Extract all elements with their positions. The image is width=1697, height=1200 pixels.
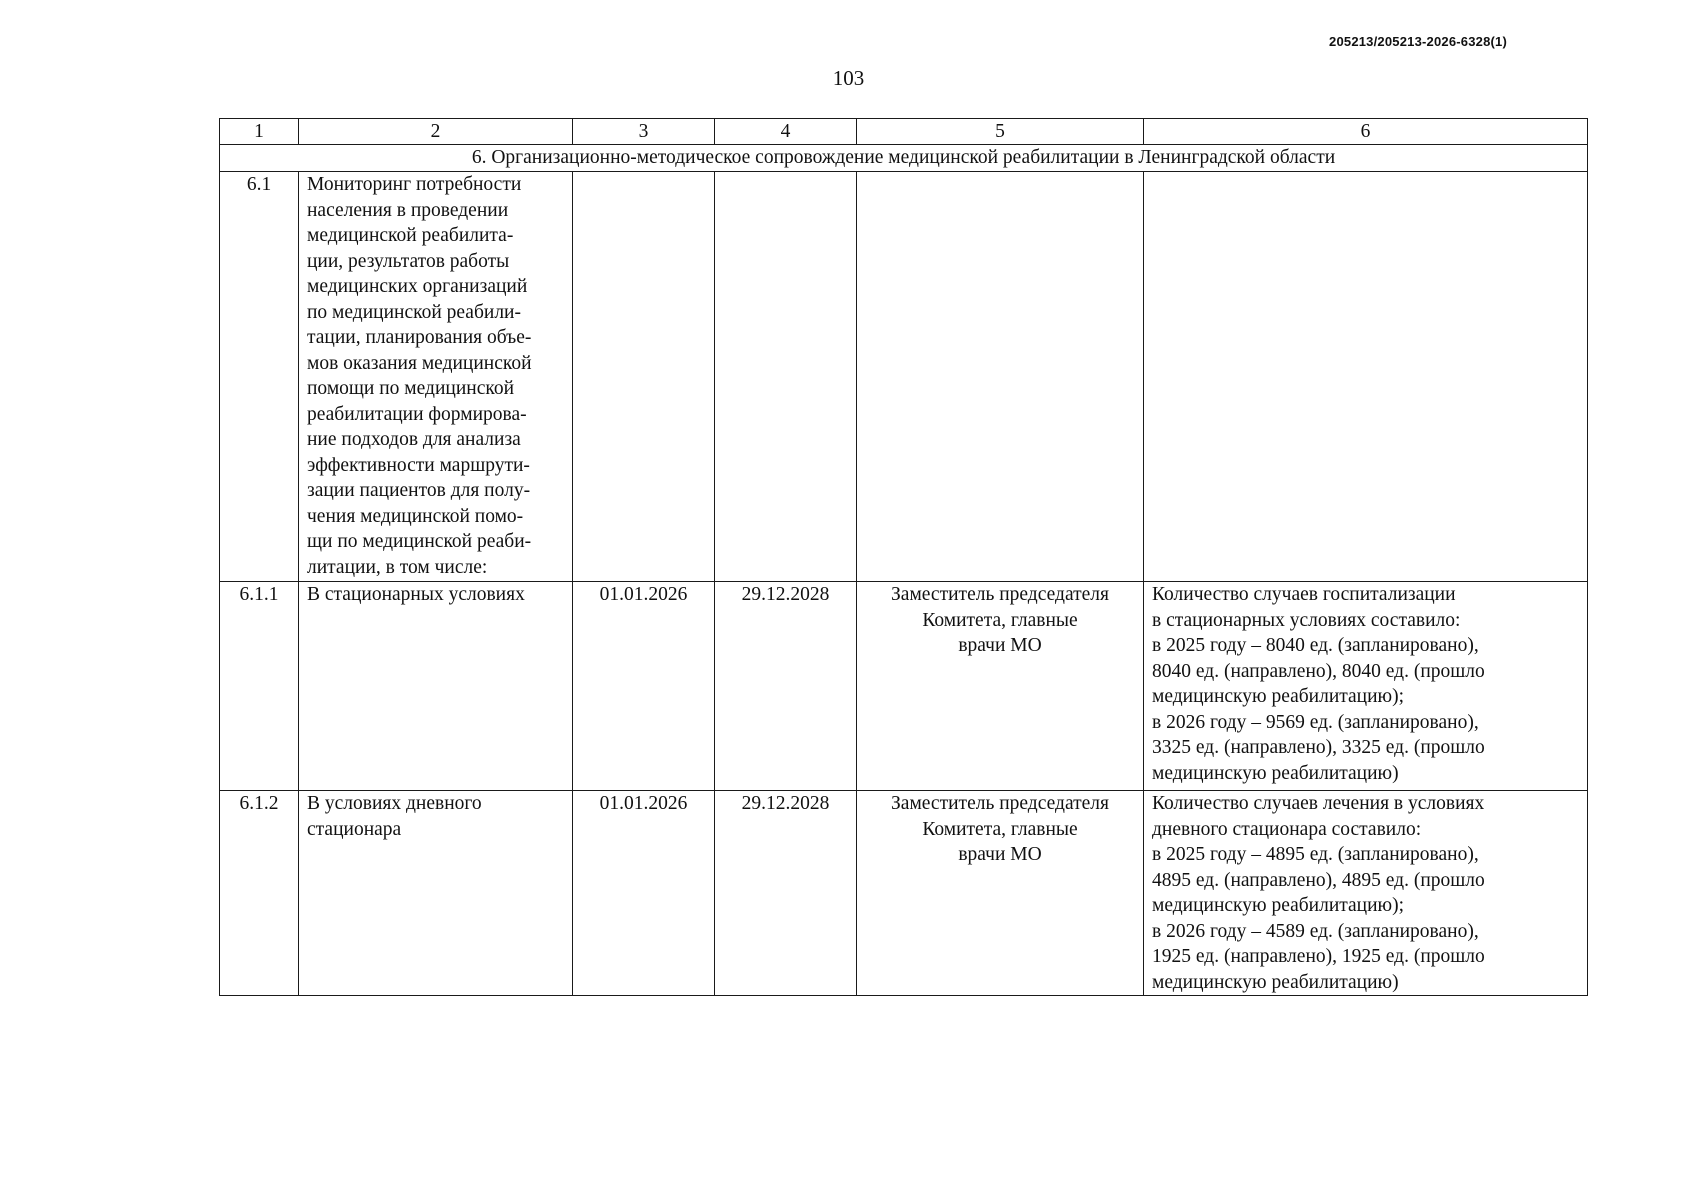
text-line: в стационарных условиях составило: bbox=[1152, 609, 1461, 631]
text-line: медицинскую реабилитацию) bbox=[1152, 971, 1399, 993]
text-line: в 2026 году – 9569 ед. (запланировано), bbox=[1152, 711, 1479, 733]
text-line: 1925 ед. (направлено), 1925 ед. (прошло bbox=[1152, 946, 1485, 967]
row-number: 6.1.1 bbox=[220, 582, 299, 791]
start-date-cell bbox=[573, 172, 715, 582]
start-date: 01.01.2026 bbox=[573, 582, 715, 791]
result bbox=[1144, 791, 1588, 996]
text-line: ние подходов для анализа bbox=[307, 429, 521, 450]
end-date: 29.12.2028 bbox=[715, 791, 857, 996]
column-header: 4 bbox=[715, 119, 857, 145]
text-line: медицинскую реабилитацию); bbox=[1152, 895, 1405, 916]
text-line: ции, результатов работы bbox=[307, 250, 510, 272]
row-number: 6.1.2 bbox=[220, 791, 299, 996]
activity-name bbox=[299, 791, 573, 996]
text-line: Заместитель председателя bbox=[891, 584, 1109, 605]
text-line: медицинской реабилита- bbox=[307, 225, 514, 246]
text-line: Комитета, главные bbox=[922, 609, 1078, 631]
text-line: по медицинской реабили- bbox=[307, 301, 521, 323]
activity-name bbox=[299, 582, 573, 791]
result bbox=[1144, 582, 1588, 791]
text-line: населения в проведении bbox=[307, 199, 509, 221]
text-line: врачи МО bbox=[958, 844, 1042, 865]
text-line: медицинскую реабилитацию); bbox=[1152, 686, 1405, 707]
text-line: Количество случаев госпитализации bbox=[1152, 584, 1456, 605]
text-line: эффективности маршрути- bbox=[307, 454, 530, 476]
text-line: Количество случаев лечения в условиях bbox=[1152, 793, 1485, 814]
document-id: 205213/205213-2026-6328(1) bbox=[1329, 34, 1507, 49]
responsible-cell bbox=[857, 172, 1144, 582]
text-line: 4895 ед. (направлено), 4895 ед. (прошло bbox=[1152, 869, 1485, 891]
section-row bbox=[220, 145, 1588, 172]
text-line: литации, в том числе: bbox=[307, 556, 488, 578]
text-line: медицинских организаций bbox=[307, 276, 528, 297]
text-line: стационара bbox=[307, 818, 402, 840]
table-row bbox=[220, 582, 1588, 791]
column-header: 6 bbox=[1144, 119, 1588, 145]
text-line: в 2025 году – 8040 ед. (запланировано), bbox=[1152, 635, 1479, 656]
activities-table bbox=[219, 118, 1588, 996]
text-line: 3325 ед. (направлено), 3325 ед. (прошло bbox=[1152, 737, 1485, 758]
column-header: 5 bbox=[857, 119, 1144, 145]
text-line: дневного стационара составило: bbox=[1152, 818, 1422, 840]
text-line: Мониторинг потребности bbox=[307, 174, 522, 195]
responsible bbox=[857, 582, 1144, 791]
column-header: 3 bbox=[573, 119, 715, 145]
end-date: 29.12.2028 bbox=[715, 582, 857, 791]
page-number: 103 bbox=[832, 66, 865, 90]
text-line: щи по медицинской реаби- bbox=[307, 531, 532, 552]
text-line: врачи МО bbox=[958, 635, 1042, 656]
text-line: мов оказания медицинской bbox=[307, 352, 532, 374]
result-cell bbox=[1144, 172, 1588, 582]
row-number: 6.1 bbox=[220, 172, 299, 582]
end-date-cell bbox=[715, 172, 857, 582]
text-line: В стационарных условиях bbox=[307, 584, 525, 605]
text-line: В условиях дневного bbox=[307, 793, 482, 814]
activity-name bbox=[299, 172, 573, 582]
text-line: реабилитации формирова- bbox=[307, 403, 527, 425]
text-line: тации, планирования объе- bbox=[307, 327, 532, 348]
table-row bbox=[220, 172, 1588, 582]
start-date: 01.01.2026 bbox=[573, 791, 715, 996]
text-line: в 2025 году – 4895 ед. (запланировано), bbox=[1152, 844, 1479, 865]
column-number-row bbox=[220, 119, 1588, 145]
text-line: помощи по медицинской bbox=[307, 378, 515, 399]
responsible bbox=[857, 791, 1144, 996]
text-line: зации пациентов для полу- bbox=[307, 480, 531, 501]
section-title: 6. Организационно-методическое сопровождение медицинской реабилитации в Ленинградской области bbox=[220, 145, 1588, 172]
text-line: чения медицинской помо- bbox=[307, 505, 524, 527]
text-line: 8040 ед. (направлено), 8040 ед. (прошло bbox=[1152, 660, 1485, 682]
text-line: медицинскую реабилитацию) bbox=[1152, 762, 1399, 784]
text-line: Заместитель председателя bbox=[891, 793, 1109, 814]
column-header: 1 bbox=[220, 119, 299, 145]
table-row bbox=[220, 791, 1588, 996]
text-line: в 2026 году – 4589 ед. (запланировано), bbox=[1152, 920, 1479, 942]
column-header: 2 bbox=[299, 119, 573, 145]
text-line: Комитета, главные bbox=[922, 818, 1078, 840]
